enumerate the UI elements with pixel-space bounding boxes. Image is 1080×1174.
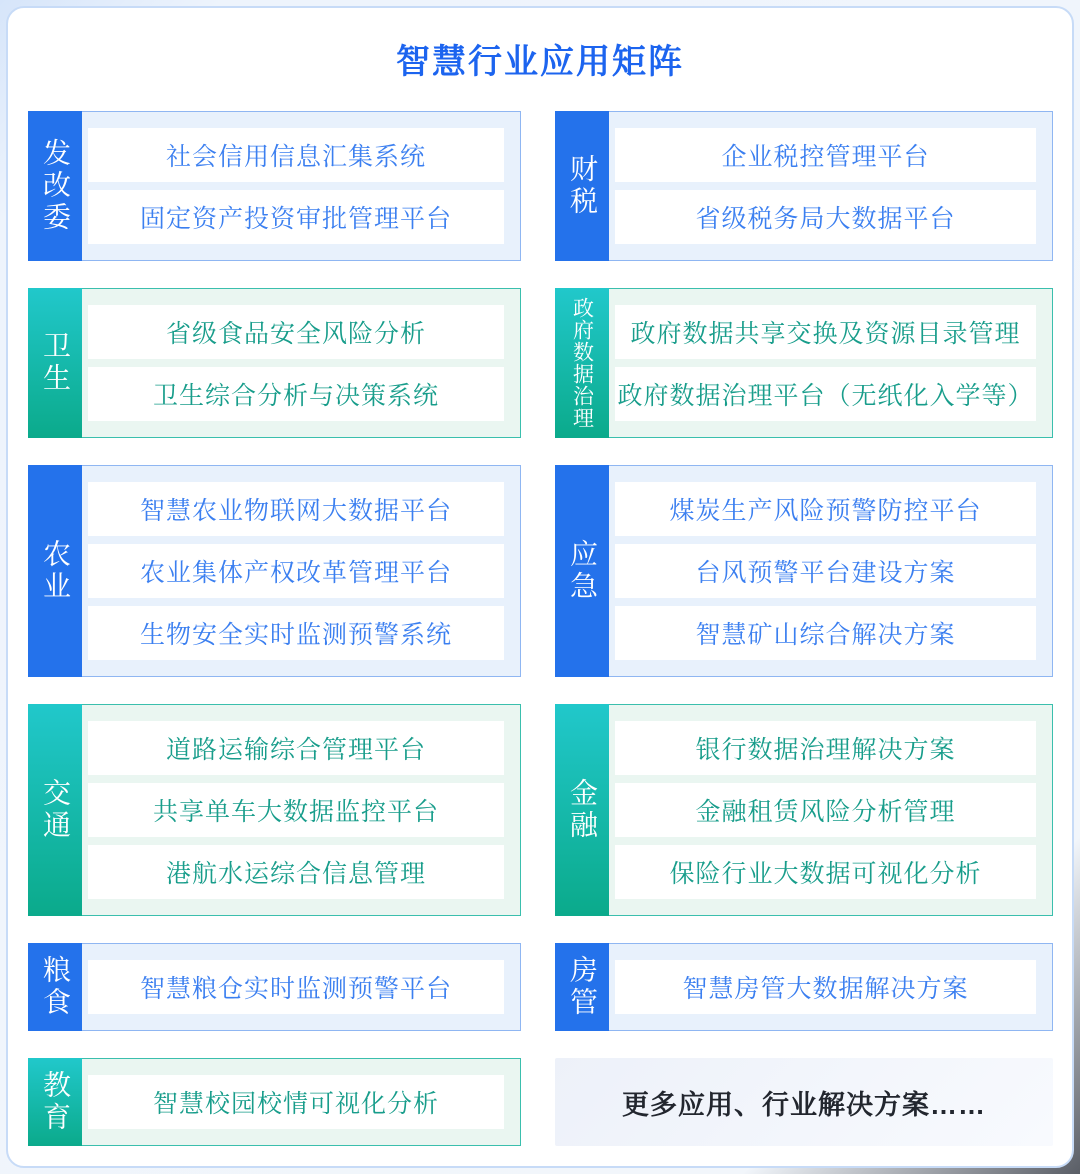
app-item: 智慧农业物联网大数据平台 [88, 482, 504, 536]
card-label-text: 卫生 [40, 331, 71, 395]
card-label [555, 288, 609, 438]
card-items [82, 112, 520, 260]
card-items [609, 112, 1052, 260]
app-item: 港航水运综合信息管理 [88, 845, 504, 899]
card-items [82, 705, 520, 915]
card-items [82, 944, 520, 1030]
card-health [28, 288, 521, 438]
more-solutions-note: 更多应用、行业解决方案…… [555, 1058, 1053, 1146]
card-items [609, 705, 1052, 915]
app-item: 生物安全实时监测预警系统 [88, 606, 504, 660]
card-label-text: 农业 [40, 539, 71, 603]
card-label-text: 教育 [40, 1070, 71, 1134]
matrix-panel [6, 6, 1074, 1168]
matrix-grid [28, 111, 1072, 1146]
app-item: 银行数据治理解决方案 [615, 721, 1036, 775]
card-finance [555, 704, 1053, 916]
card-label [28, 704, 82, 916]
card-label [555, 943, 609, 1031]
app-item: 智慧矿山综合解决方案 [615, 606, 1036, 660]
card-items [609, 466, 1052, 676]
card-gov-data-governance [555, 288, 1053, 438]
card-label [28, 465, 82, 677]
card-housing [555, 943, 1053, 1031]
card-items [82, 1059, 520, 1145]
card-label-text: 财税 [567, 154, 598, 218]
app-item: 台风预警平台建设方案 [615, 544, 1036, 598]
app-item: 社会信用信息汇集系统 [88, 128, 504, 182]
app-item: 卫生综合分析与决策系统 [88, 367, 504, 421]
card-items [609, 944, 1052, 1030]
app-item: 智慧校园校情可视化分析 [88, 1075, 504, 1129]
card-label [28, 288, 82, 438]
app-item: 农业集体产权改革管理平台 [88, 544, 504, 598]
app-item: 智慧粮仓实时监测预警平台 [88, 960, 504, 1014]
card-label-text: 金融 [567, 778, 598, 842]
card-items [82, 289, 520, 437]
card-items [82, 466, 520, 676]
card-grain [28, 943, 521, 1031]
page-title: 智慧行业应用矩阵 [396, 43, 684, 81]
app-item: 省级食品安全风险分析 [88, 305, 504, 359]
card-education [28, 1058, 521, 1146]
app-item: 保险行业大数据可视化分析 [615, 845, 1036, 899]
app-item: 道路运输综合管理平台 [88, 721, 504, 775]
card-label [28, 943, 82, 1031]
card-development-reform [28, 111, 521, 261]
app-item: 金融租赁风险分析管理 [615, 783, 1036, 837]
card-label-text: 发改委 [40, 138, 71, 234]
card-label-text: 应急 [567, 539, 598, 603]
card-label-text: 政府数据治理 [570, 297, 594, 429]
app-item: 共享单车大数据监控平台 [88, 783, 504, 837]
app-item: 政府数据治理平台（无纸化入学等） [615, 367, 1036, 421]
app-item: 企业税控管理平台 [615, 128, 1036, 182]
card-label [555, 111, 609, 261]
card-label-text: 交通 [40, 778, 71, 842]
card-agriculture [28, 465, 521, 677]
card-finance-tax [555, 111, 1053, 261]
card-emergency [555, 465, 1053, 677]
card-label [555, 704, 609, 916]
card-label-text: 房管 [567, 955, 598, 1019]
card-label [28, 111, 82, 261]
app-item: 智慧房管大数据解决方案 [615, 960, 1036, 1014]
app-item: 煤炭生产风险预警防控平台 [615, 482, 1036, 536]
app-item: 固定资产投资审批管理平台 [88, 190, 504, 244]
card-label-text: 粮食 [40, 955, 71, 1019]
app-item: 政府数据共享交换及资源目录管理 [615, 305, 1036, 359]
card-transport [28, 704, 521, 916]
card-label [555, 465, 609, 677]
card-label [28, 1058, 82, 1146]
app-item: 省级税务局大数据平台 [615, 190, 1036, 244]
card-items [609, 289, 1052, 437]
